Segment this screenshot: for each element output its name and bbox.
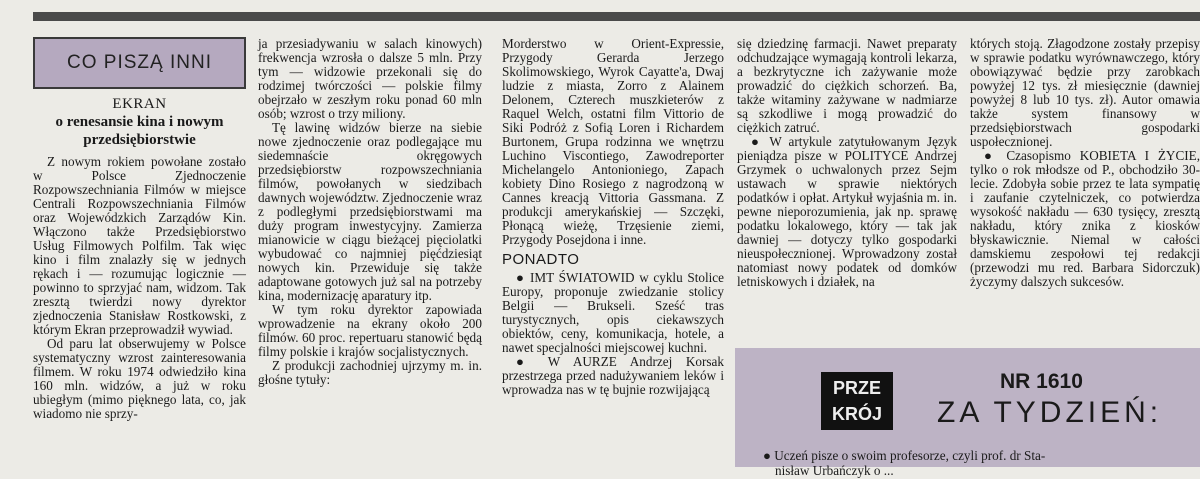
paragraph: ● W artykule zatytułowanym Język pieniądza pisze w POLITYCE Andrzej Grzymek o uchwalonych przez Sejm ustawach w sprawie niektórych podatków i opłat. Artykuł wyjaśnia m. in. pewne nieporozumienia, jak np. sprawę podatku lokalowego, który — tak jak dawniej — dotyczy tylko gospodarki nieuspołecznionej. Wprowadzony został natomiast nowy podatek od domków letniskowych i działek, na	[737, 134, 957, 289]
paragraph: Morderstwo w Orient-Expressie, Przygody Gerarda Jerzego Skolimowskiego, Wyrok Cayatte'a, Dwaj ludzie z miasta, Zorro z Alainem Delonem, Czterech muszkieterów z Raquel Welch, ostatni film Vittorio de Siki Podróż z Sofią Loren i Richardem Burtonem, Grupa rodzinna we wnętrzu Luchino Viscontiego, Zawodreporter Michelangelo Antonioniego, Zapach kobiety Dino Rosiego z nagrodzoną w Cannes kreacją Vittoria Gassmana. Z produkcji amerykańskiej — Szczęki, Płonącą wieżę, Trzęsienie ziemi, Przygody Posejdona i inne.	[502, 36, 724, 247]
paragraph: się dziedzinę farmacji. Nawet preparaty odchudzające wymagają kontroli lekarza, a bezkrytyczne ich zażywanie może prowadzić do ciężkich schorzeń. Ba, także witaminy zażywane w nadmiarze są szkodliwe i mogą prowadzić do ciężkich zatruć.	[737, 36, 957, 135]
top-rule	[33, 12, 1200, 21]
paragraph: ● W AURZE Andrzej Korsak przestrzega przed nadużywaniem leków i wprowadza nas w tę bujnie rozwijającą	[502, 354, 724, 397]
column-1	[33, 37, 246, 421]
column-2	[258, 37, 482, 387]
przekroj-logo	[821, 372, 893, 430]
column-5	[970, 37, 1200, 289]
column-3	[502, 37, 724, 397]
paragraph: Tę lawinę widzów bierze na siebie nowe zjednoczenie oraz podlegające mu siedemnaście okręgowych przedsiębiorstw rozpowszechniania filmów, powołanych w siedzibach dawnych województw. Zjednoczenie wraz z podległymi przedsiębiorstwami ma duży program inwestycyjny. Zamierza mianowicie w ciągu bieżącej pięciolatki wybudować co najmniej pięćdziesiąt nowych kin. Przewiduje się także adaptowane gotowych już sal na potrzeby kina, modernizację aparatury itp.	[258, 120, 482, 303]
paragraph: Od paru lat obserwujemy w Polsce systematyczny wzrost zainteresowania filmem. W roku 1974 odwiedziło kina 160 mln. widzów, a już w roku ubiegłym (mimo pięknego lata, co, jak wiadomo nie sprzy-	[33, 336, 246, 421]
promo-text: ● Uczeń pisze o swoim profesorze, czyli prof. dr Sta-	[763, 448, 1046, 463]
promo-text: nisław Urbańczyk o ...	[775, 463, 894, 478]
logo-top: PRZE	[832, 378, 881, 398]
subsection-title: PONADTO	[502, 251, 580, 268]
section-box: CO PISZĄ INNI	[33, 37, 246, 89]
headline: o renesansie kina i nowym przedsiębiorstwie	[55, 114, 224, 148]
paragraph: ● Czasopismo KOBIETA I ŻYCIE, tylko o rok młodsze od P., obchodziło 30-lecie. Zdobyła sobie przez te lata sympatię i zaufanie czytelniczek, co potwierdza wysokość nakładu — 630 tysięcy, zresztą nakładu, który znika z kiosków błyskawicznie. Niemal w całości damskiemu zespołowi tej redakcji (przewodzi mu red. Barbara Sidorczuk) życzymy dalszych sukcesów.	[970, 148, 1200, 289]
paragraph: których stoją. Złagodzone zostały przepisy w sprawie podatku wyrównawczego, który obowiązywać będzie przy zarobkach powyżej 12 tys. zł miesięcznie (dawniej powyżej 8 lub 10 tys. zł). Autor omawia także system finansowy w przedsiębiorstwach gospodarki uspołecznionej.	[970, 36, 1200, 149]
paragraph: Z produkcji zachodniej ujrzymy m. in. głośne tytuły:	[258, 358, 482, 387]
next-issue-box	[735, 348, 1200, 478]
paragraph: ● IMT ŚWIATOWID w cyklu Stolice Europy, proponuje zwiedzanie stolicy Belgii — Brukseli. Sześć tras turystycznych, opis ciekawszych obiektów, ceny, komunikacja, hotele, a nawet specjalności miejscowej kuchni.	[502, 270, 724, 355]
next-week-title: ZA TYDZIEŃ:	[937, 396, 1163, 429]
column-4	[737, 37, 957, 289]
issue-number: NR 1610	[1000, 370, 1083, 393]
section-title: EKRAN	[112, 96, 167, 112]
logo-bottom: KRÓJ	[831, 404, 882, 424]
paragraph: ja przesiadywaniu w salach kinowych) frekwencja wzrosła o dalsze 5 mln. Przy tym — widzowie przekonali się do rodzimej twórczości — polskie filmy obejrzało w zeszłym roku ponad 60 mln osób; wzrost o trzy miliony.	[258, 36, 482, 121]
paragraph: Z nowym rokiem powołane zostało w Polsce Zjednoczenie Rozpowszechniania Filmów w miejsce Centrali Rozpowszechniania Filmów oraz Wojewódzkich Zarządów Kin. Włączono także Przedsiębiorstwo Usług Filmowych Polfilm. Tak więc kino i film znalazły się w jednych rękach i — rozumując logicznie — powinno to sprzyjać nam, widzom. Tak zresztą twierdzi nowy dyrektor zjednoczenia Stanisław Rostkowski, z którym Ekran przeprowadził wywiad.	[33, 154, 246, 337]
paragraph: W tym roku dyrektor zapowiada wprowadzenie na ekrany około 200 filmów. 60 proc. repertuaru stanowić będą filmy polskie i krajów socjalistycznych.	[258, 302, 482, 359]
